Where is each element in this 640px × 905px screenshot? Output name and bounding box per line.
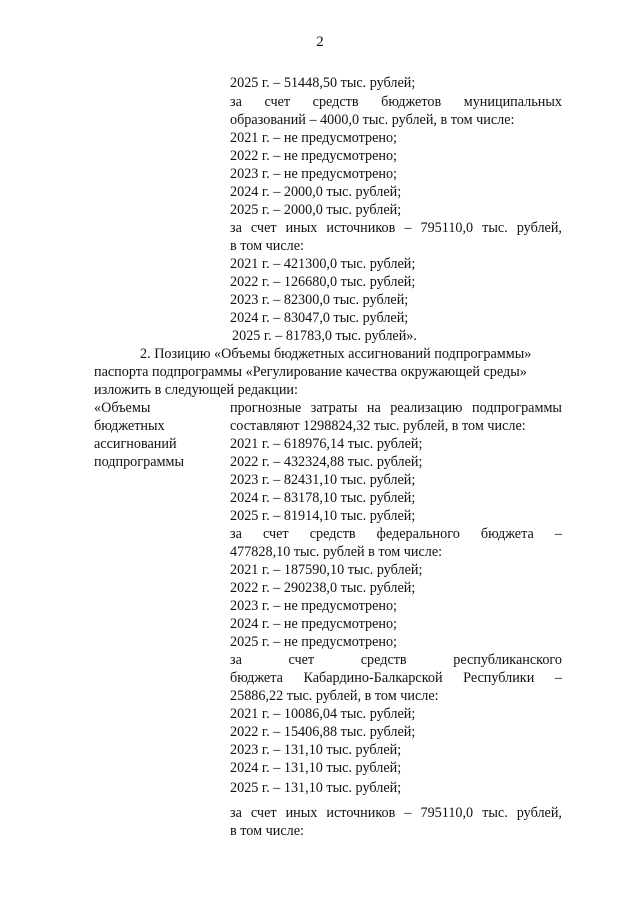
text-line: 2021 г. – 187590,10 тыс. рублей;: [230, 562, 423, 578]
text-line: 2025 г. – 81783,0 тыс. рублей».: [232, 328, 417, 344]
text-line: 2025 г. – не предусмотрено;: [230, 634, 397, 650]
text-line: 477828,10 тыс. рублей в том числе:: [230, 544, 443, 560]
text-line: 2023 г. – не предусмотрено;: [230, 166, 397, 182]
text-line: 2024 г. – 83047,0 тыс. рублей;: [230, 310, 409, 326]
label-line: ассигнований: [94, 436, 177, 452]
text-line: 2025 г. – 81914,10 тыс. рублей;: [230, 508, 416, 524]
justified-line: за счет средств федерального бюджета –: [230, 526, 562, 542]
text-line: 2024 г. – 2000,0 тыс. рублей;: [230, 184, 402, 200]
text-line: 2022 г. – не предусмотрено;: [230, 148, 397, 164]
text-line: 2023 г. – 131,10 тыс. рублей;: [230, 742, 402, 758]
text-line: 2021 г. – не предусмотрено;: [230, 130, 397, 146]
text-line: 25886,22 тыс. рублей, в том числе:: [230, 688, 439, 704]
paragraph-first-line: 2. Позицию «Объемы бюджетных ассигнований подпрограммы»: [140, 346, 532, 362]
text-line: 2024 г. – 131,10 тыс. рублей;: [230, 760, 402, 776]
text-line: в том числе:: [230, 823, 304, 839]
text-line: образований – 4000,0 тыс. рублей, в том числе:: [230, 112, 515, 128]
text-line: 2021 г. – 421300,0 тыс. рублей;: [230, 256, 416, 272]
text-line: 2021 г. – 618976,14 тыс. рублей;: [230, 436, 423, 452]
label-line: подпрограммы: [94, 454, 184, 470]
justified-line: за счет средств бюджетов муниципальных: [230, 94, 562, 110]
label-line: «Объемы: [94, 400, 151, 416]
text-line: составляют 1298824,32 тыс. рублей, в том числе:: [230, 418, 526, 434]
text-line: 2021 г. – 10086,04 тыс. рублей;: [230, 706, 416, 722]
text-line: 2024 г. – 83178,10 тыс. рублей;: [230, 490, 416, 506]
text-line: в том числе:: [230, 238, 304, 254]
text-line: 2022 г. – 290238,0 тыс. рублей;: [230, 580, 416, 596]
justified-line: прогнозные затраты на реализацию подпрограммы: [230, 400, 562, 416]
text-line: 2025 г. – 51448,50 тыс. рублей;: [230, 75, 416, 91]
page-number: 2: [316, 34, 324, 50]
text-line: 2025 г. – 2000,0 тыс. рублей;: [230, 202, 402, 218]
justified-line: за счет иных источников – 795110,0 тыс. рублей,: [230, 805, 562, 821]
text-line: 2022 г. – 126680,0 тыс. рублей;: [230, 274, 416, 290]
text-line: изложить в следующей редакции:: [94, 382, 298, 398]
text-line: 2023 г. – 82431,10 тыс. рублей;: [230, 472, 416, 488]
justified-line: за счет средств республиканского: [230, 652, 562, 668]
text-line: 2022 г. – 432324,88 тыс. рублей;: [230, 454, 423, 470]
text-line: паспорта подпрограммы «Регулирование качества окружающей среды»: [94, 364, 527, 380]
label-line: бюджетных: [94, 418, 165, 434]
text-line: 2024 г. – не предусмотрено;: [230, 616, 397, 632]
text-line: 2025 г. – 131,10 тыс. рублей;: [230, 780, 402, 796]
justified-line: бюджета Кабардино-Балкарской Республики –: [230, 670, 562, 686]
text-line: 2023 г. – не предусмотрено;: [230, 598, 397, 614]
justified-line: за счет иных источников – 795110,0 тыс. рублей,: [230, 220, 562, 236]
text-line: 2023 г. – 82300,0 тыс. рублей;: [230, 292, 409, 308]
text-line: 2022 г. – 15406,88 тыс. рублей;: [230, 724, 416, 740]
